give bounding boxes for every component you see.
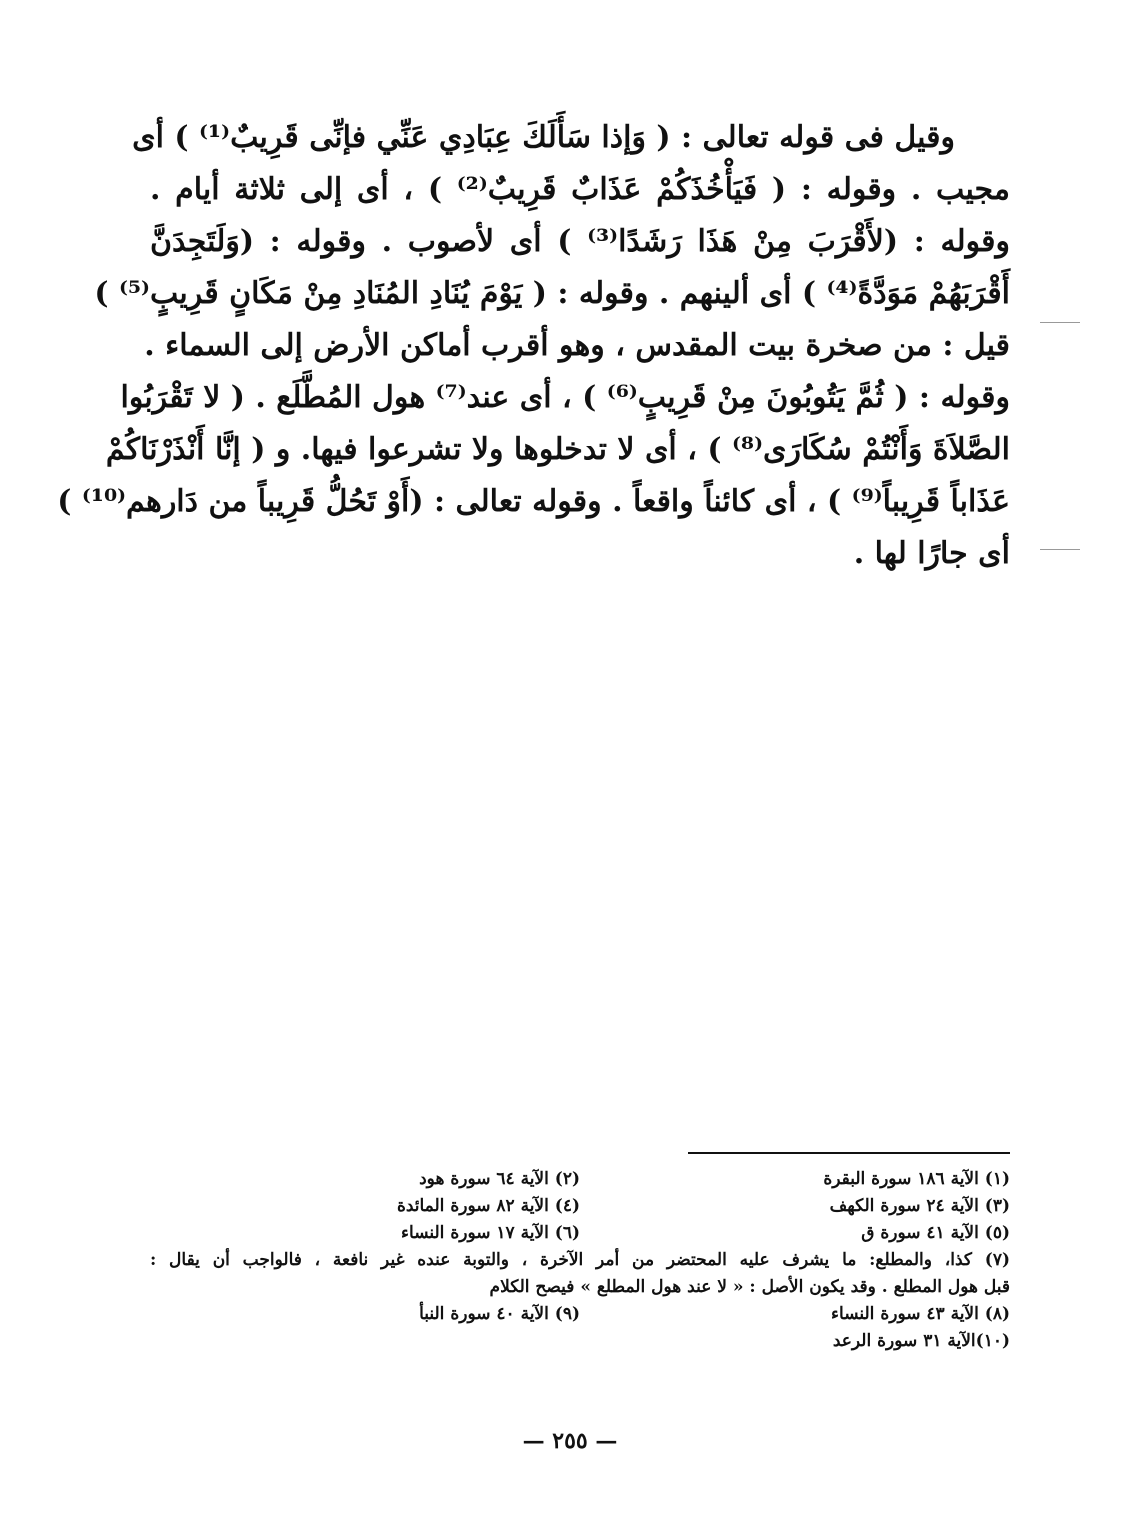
body-line-1: وقيل فى قوله تعالى : ( وَإذا سَأَلَكَ عِبَادِي عَنِّي فإنِّى قَرِيبٌ⁽¹⁾ ) أى bbox=[132, 120, 955, 155]
footnote-1: (١) الآية ١٨٦ سورة البقرة bbox=[823, 1169, 1010, 1189]
footnote-3: (٣) الآية ٢٤ سورة الكهف bbox=[829, 1196, 1010, 1216]
body-line-9: أى جارًا لها . bbox=[853, 536, 1010, 571]
footnote-4: (٤) الآية ٨٢ سورة المائدة bbox=[396, 1196, 580, 1216]
footnote-6: (٦) الآية ١٧ سورة النساء bbox=[401, 1223, 580, 1243]
footnote-separator bbox=[688, 1152, 1010, 1154]
footnote-7-line-2: قبل هول المطلع . وقد يكون الأصل : « لا عند هول المطلع » فيصح الكلام bbox=[489, 1277, 1010, 1297]
body-line-2: مجيب . وقوله : ( فَيَأْخُذَكُمْ عَذَابٌ قَرِيبٌ⁽²⁾ ) ، أى إلى ثلاثة أيام . bbox=[150, 172, 1010, 207]
footnote-5: (٥) الآية ٤١ سورة ق bbox=[861, 1223, 1010, 1243]
margin-mark bbox=[1040, 322, 1080, 323]
footnote-2: (٢) الآية ٦٤ سورة هود bbox=[419, 1169, 580, 1189]
body-line-7: الصَّلاَةَ وَأَنْتُمْ سُكَارَى⁽⁸⁾ ) ، أى لا تدخلوها ولا تشرعوا فيها. و ( إنَّا أَنْذَرْنَاكُمْ bbox=[105, 432, 1010, 467]
body-line-5: قيل : من صخرة بيت المقدس ، وهو أقرب أماكن الأرض إلى السماء . bbox=[144, 328, 1010, 363]
footnote-row bbox=[150, 1220, 1010, 1247]
body-line-6: وقوله : ( ثُمَّ يَتُوبُونَ مِنْ قَرِيبٍ⁽⁶⁾ ) ، أى عند⁽⁷⁾ هول المُطَّلَع . ( لا تَقْرَبُوا bbox=[120, 380, 1010, 415]
footnote-8: (٨) الآية ٤٣ سورة النساء bbox=[831, 1304, 1010, 1324]
footnote-row bbox=[150, 1166, 1010, 1193]
footnotes bbox=[150, 1166, 1010, 1355]
margin-mark bbox=[1040, 549, 1080, 550]
footnote-row bbox=[150, 1328, 1010, 1355]
footnote-7-line-1: (٧) كذا، والمطلع: ما يشرف عليه المحتضر من أمر الآخرة ، والتوبة عنده غير نافعة ، فالواجب أن يقال : bbox=[150, 1250, 1010, 1270]
body-line-3: وقوله : (لأَقْرَبَ مِنْ هَذَا رَشَدًا⁽³⁾ ) أى لأصوب . وقوله : (وَلَتَجِدَنَّ bbox=[150, 224, 1010, 259]
page-number: — ٢٥٥ — bbox=[522, 1428, 618, 1454]
body-line-8: عَذَاباً قَرِيباً⁽⁹⁾ ) ، أى كائناً واقعاً . وقوله تعالى : (أَوْ تَحُلُّ قَرِيباً من دَارهم⁽¹⁰⁾ ) bbox=[57, 484, 1010, 519]
footnote-row bbox=[150, 1193, 1010, 1220]
footnote-9: (٩) الآية ٤٠ سورة النبأ bbox=[419, 1304, 580, 1324]
body-line-4: أَقْرَبَهُمْ مَوَدَّةً⁽⁴⁾ ) أى ألينهم . وقوله : ( يَوْمَ يُنَادِ المُنَادِ مِنْ مَكَانٍ قَرِيبٍ⁽⁵⁾ ) bbox=[94, 276, 1010, 311]
footnote-10: (١٠)الآية ٣١ سورة الرعد bbox=[832, 1331, 1010, 1351]
body-text bbox=[57, 112, 1010, 580]
footnote-row bbox=[150, 1301, 1010, 1328]
